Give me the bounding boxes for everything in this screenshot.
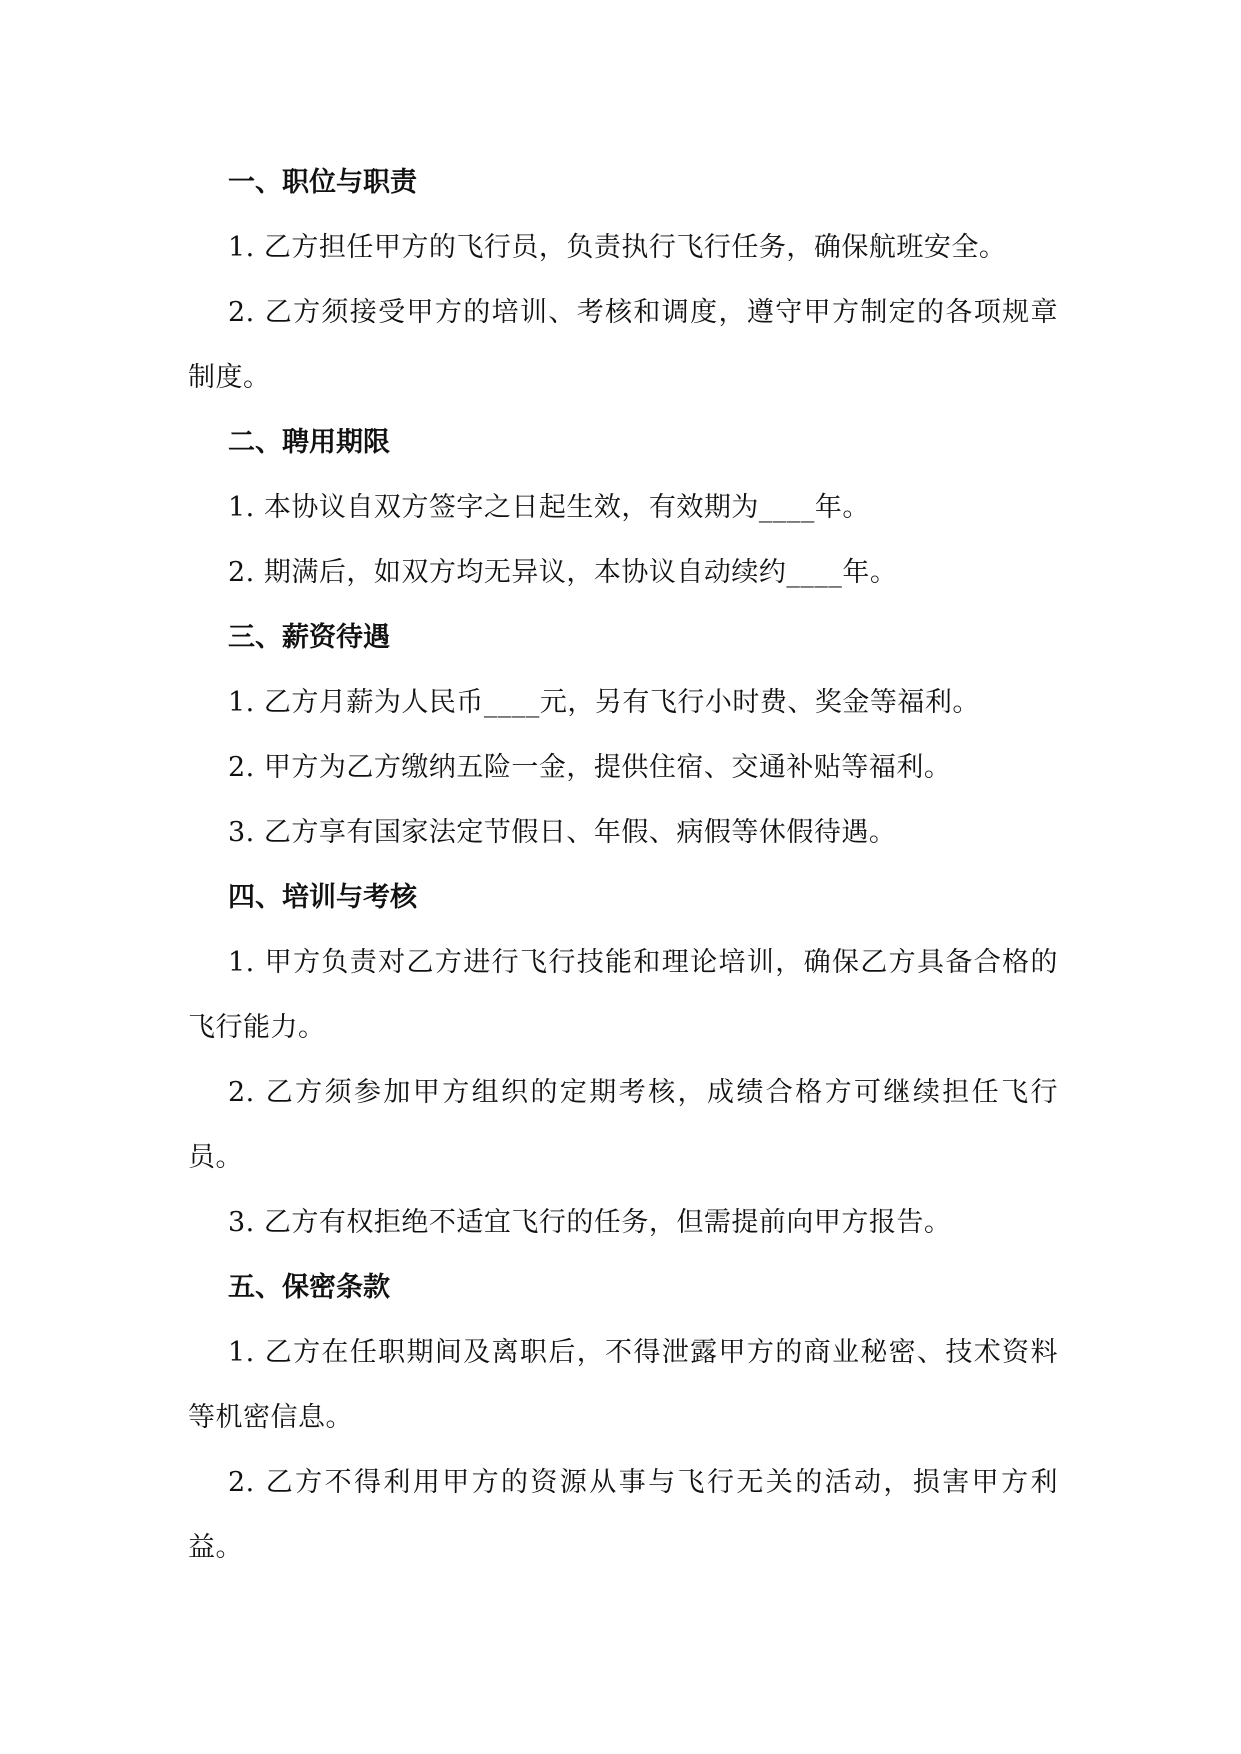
clause-3-1: 1. 乙方月薪为人民币____元，另有飞行小时费、奖金等福利。	[228, 687, 980, 718]
clause-3-2: 2. 甲方为乙方缴纳五险一金，提供住宿、交通补贴等福利。	[228, 752, 952, 783]
clause-4-1: 1. 甲方负责对乙方进行飞行技能和理论培训，确保乙方具备合格的飞行能力。	[188, 947, 1058, 1043]
contract-body	[188, 150, 1058, 1580]
section-heading-training: 四、培训与考核	[228, 882, 417, 913]
clause-1-1: 1. 乙方担任甲方的飞行员，负责执行飞行任务，确保航班安全。	[228, 232, 1007, 263]
clause-4-3: 3. 乙方有权拒绝不适宜飞行的任务，但需提前向甲方报告。	[228, 1207, 952, 1238]
section-heading-confidentiality: 五、保密条款	[228, 1272, 390, 1303]
clause-3-3: 3. 乙方享有国家法定节假日、年假、病假等休假待遇。	[228, 817, 897, 848]
section-heading-salary: 三、薪资待遇	[228, 622, 390, 653]
section-heading-term: 二、聘用期限	[228, 427, 390, 458]
clause-1-2: 2. 乙方须接受甲方的培训、考核和调度，遵守甲方制定的各项规章制度。	[188, 297, 1058, 393]
clause-5-2: 2. 乙方不得利用甲方的资源从事与飞行无关的活动，损害甲方利益。	[188, 1467, 1058, 1563]
clause-2-2: 2. 期满后，如双方均无异议，本协议自动续约____年。	[228, 557, 898, 588]
clause-2-1: 1. 本协议自双方签字之日起生效，有效期为____年。	[228, 492, 870, 523]
clause-4-2: 2. 乙方须参加甲方组织的定期考核，成绩合格方可继续担任飞行员。	[188, 1077, 1058, 1173]
section-heading-position: 一、职位与职责	[228, 167, 417, 198]
clause-5-1: 1. 乙方在任职期间及离职后，不得泄露甲方的商业秘密、技术资料等机密信息。	[188, 1337, 1058, 1433]
